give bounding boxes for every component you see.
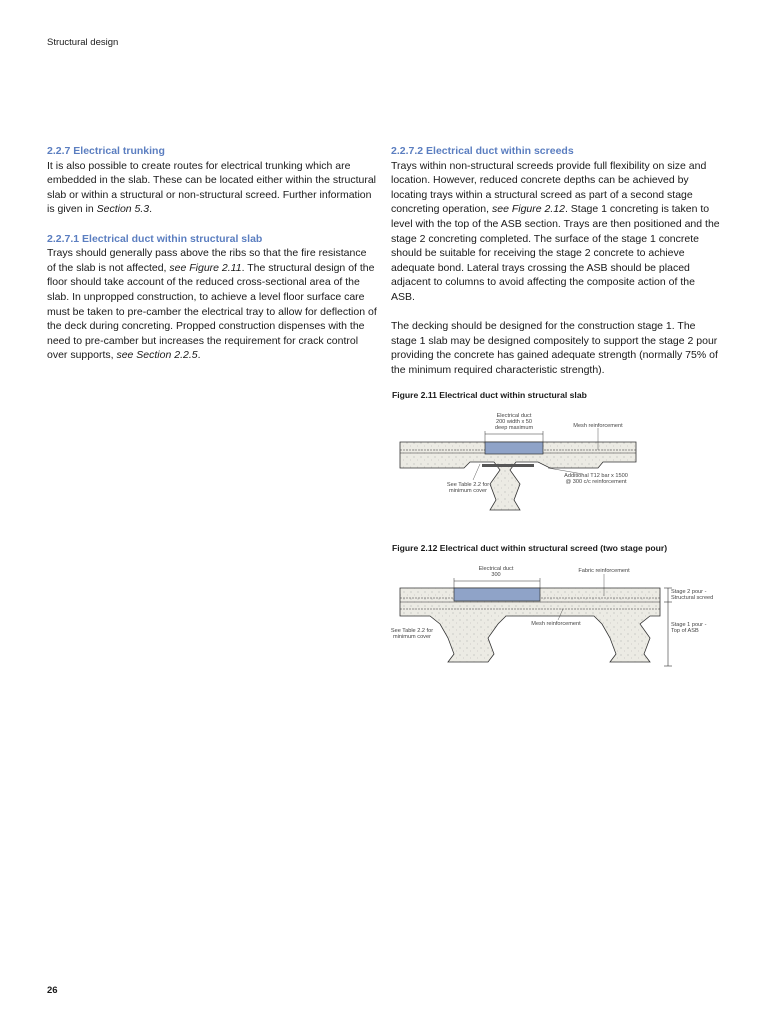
left-column <box>47 144 377 363</box>
label-duct-line3: deep maximum <box>494 425 534 431</box>
figure-2-12-caption: Figure 2.12 Electrical duct within structural screed (two stage pour) <box>392 543 668 553</box>
paragraph-trunking: It is also possible to create routes for electrical trunking which are embedded in the slab. These can be located either within the structural slab or within a structural or non-structural screed. Further information is given in Section 5.3. <box>47 159 377 216</box>
label-duct-line1: Electrical duct <box>496 413 532 419</box>
label-stage2-line2: Structural screed <box>671 595 714 601</box>
label-fabric: Fabric reinforcement <box>578 568 630 574</box>
cross-reference: see Figure 2.11 <box>169 261 242 274</box>
figure-2-11-caption: Figure 2.11 Electrical duct within structural slab <box>392 390 587 400</box>
page-number: 26 <box>47 985 58 996</box>
label-mesh: Mesh reinforcement <box>573 423 623 429</box>
label-duct-line1: Electrical duct <box>478 566 514 572</box>
label-bar-line2: @ 300 c/c reinforcement <box>565 479 627 485</box>
label-bar-line1: Additional T12 bar x 1500 <box>564 473 628 479</box>
paragraph-decking: The decking should be designed for the construction stage 1. The stage 1 slab may be designed compositely to support the stage 2 pour providing the concrete has gained adequate strength (normally 75% of the minimum required characteristic strength). <box>391 320 718 376</box>
cross-reference: see Figure 2.12 <box>491 203 565 216</box>
electrical-duct-shape <box>454 588 540 601</box>
label-cover-line2: minimum cover <box>449 488 487 494</box>
running-head: Structural design <box>47 37 119 48</box>
cross-reference: see Section 2.2.5 <box>116 349 198 362</box>
paragraph-duct-screeds: Trays within non-structural screeds provide full flexibility on size and location. However, reduced concrete depths can be achieved by locating trays within a structural screed as part of a second stage concreting operation, see Figure 2.12. Stage 1 concreting is taken to level with the top of the ASB section. Trays are then positioned and the stage 2 concreting completed. The surface of the stage 1 concrete should be suitable for receiving the stage 2 concrete to achieve adequate bond. Lateral trays crossing the ASB should be placed adjacent to columns to avoid affecting the composite action of the ASB. <box>391 159 720 303</box>
figure-2-12-diagram <box>388 562 718 672</box>
label-stage1-line1: Stage 1 pour - <box>671 622 707 628</box>
right-column <box>391 144 721 378</box>
section-heading-2-2-7: 2.2.7 Electrical trunking <box>47 145 165 157</box>
electrical-duct-shape <box>485 442 543 454</box>
label-stage2-line1: Stage 2 pour - <box>671 589 707 595</box>
paragraph-duct-slab: Trays should generally pass above the ribs so that the fire resistance of the slab is not affected, see Figure 2.11. The structural design of the floor should take account of the reduced cross-sectional area of the slab. In unpropped construction, to achieve a level floor surface care must be taken to pre-camber the electrical tray to allow for deflection of the deck during concreting. Propped construction dispenses with the need to pre-camber but increases the requirement for crack control over supports, see Section 2.2.5. <box>47 247 377 362</box>
section-heading-2-2-7-1: 2.2.7.1 Electrical duct within structural slab <box>47 232 263 245</box>
label-duct-line2: 300 <box>491 572 501 578</box>
label-duct-line2: 200 width x 50 <box>495 419 533 425</box>
label-cover-line1: See Table 2.2 for <box>390 628 434 634</box>
cross-reference: Section 5.3 <box>96 203 150 216</box>
figure-2-11-diagram <box>398 406 638 521</box>
label-stage1-line2: Top of ASB <box>671 628 699 634</box>
label-mesh: Mesh reinforcement <box>531 621 581 627</box>
label-cover-line2: minimum cover <box>393 634 431 640</box>
label-cover-line1: See Table 2.2 for <box>446 482 490 488</box>
asb-flange <box>482 464 534 467</box>
section-heading-2-2-7-2: 2.2.7.2 Electrical duct within screeds <box>391 145 574 157</box>
